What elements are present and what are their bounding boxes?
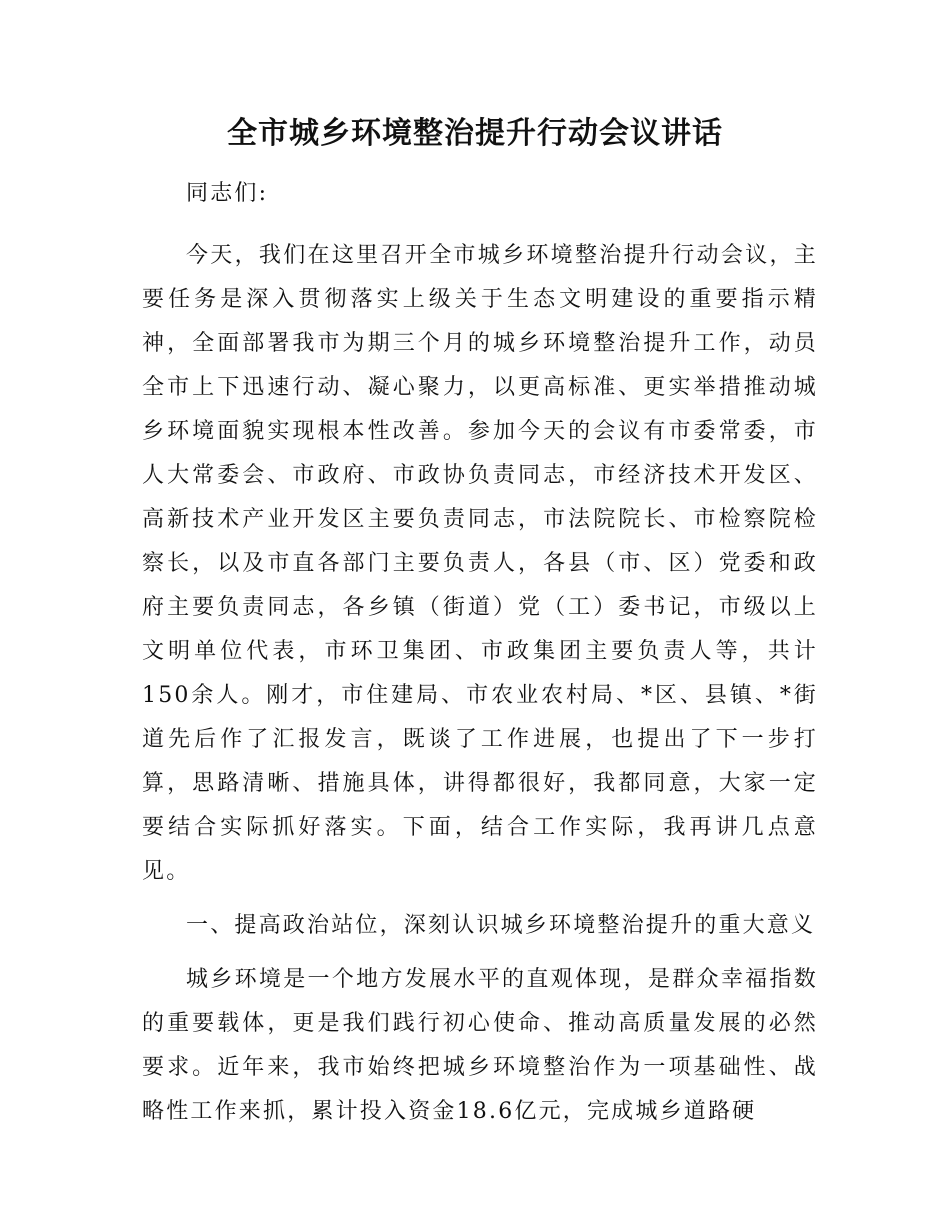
paragraph-opening: 今天，我们在这里召开全市城乡环境整治提升行动会议，主要任务是深入贯彻落实上级关于生态文明建设的重要指示精神，全面部署我市为期三个月的城乡环境整治提升工作，动员全市上下迅速行动、凝心聚力，以更高标准、更实举措推动城乡环境面貌实现根本性改善。参加今天的会议有市委常委，市人大常委会、市政府、市政协负责同志，市经济技术开发区、高新技术产业开发区主要负责同志，市法院院长、市检察院检察长，以及市直各部门主要负责人，各县（市、区）党委和政府主要负责同志，各乡镇（街道）党（工）委书记，市级以上文明单位代表，市环卫集团、市政集团主要负责人等，共计150余人。刚才，市住建局、市农业农村局、*区、县镇、*街道先后作了汇报发言，既谈了工作进展，也提出了下一步打算，思路清晰、措施具体，讲得都很好，我都同意，大家一定要结合实际抓好落实。下面，结合工作实际，我再讲几点意见。	[142, 243, 818, 884]
document-body	[142, 172, 818, 1144]
section-heading-1: 一、提高政治站位，深刻认识城乡环境整治提升的重大意义	[186, 913, 816, 938]
paragraph-section-1: 城乡环境是一个地方发展水平的直观体现，是群众幸福指数的重要载体，更是我们践行初心使命、推动高质量发展的必然要求。近年来，我市始终把城乡环境整治作为一项基础性、战略性工作来抓，累计投入资金18.6亿元，完成城乡道路硬	[142, 967, 818, 1124]
document-title: 全市城乡环境整治提升行动会议讲话	[227, 116, 723, 151]
salutation: 同志们:	[186, 181, 269, 206]
